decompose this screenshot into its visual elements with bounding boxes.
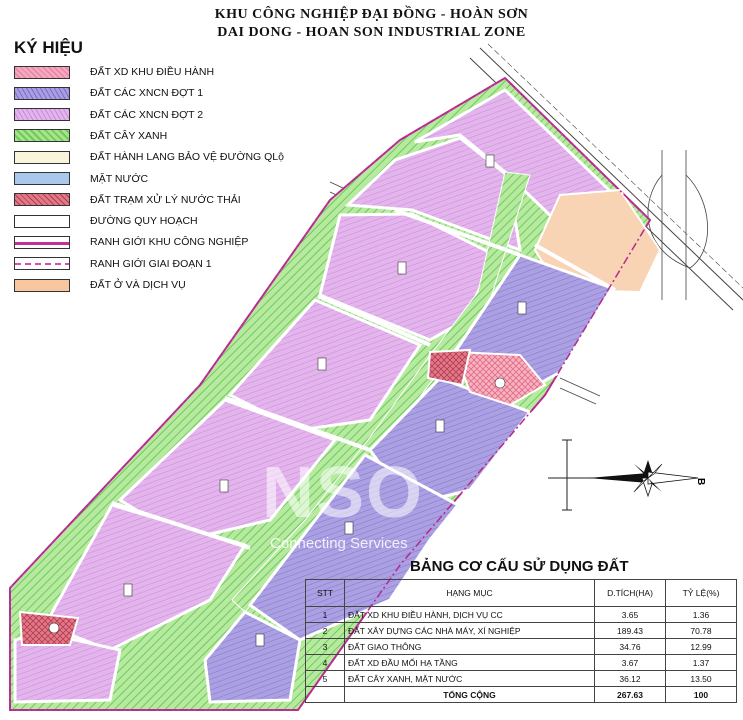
compass-north-label: B [695, 478, 706, 486]
legend-item-factories-phase2 [14, 107, 203, 123]
legend-item-wastewater [14, 192, 241, 208]
watermark: NSO [262, 453, 425, 533]
compass-scale [562, 440, 572, 510]
legend-swatch [14, 215, 70, 228]
legend-title: KÝ HIỆU [14, 38, 83, 57]
table-row [306, 655, 737, 671]
header-stt: STT [306, 580, 345, 607]
table-header-row [306, 580, 737, 607]
legend-label: ĐẤT CÂY XANH [90, 129, 168, 142]
land-use-table-title: BẢNG CƠ CẤU SỬ DỤNG ĐẤT [410, 558, 629, 575]
cell-area: 3.67 [595, 655, 666, 671]
legend-item-planned-road [14, 213, 198, 229]
legend-label: MẶT NƯỚC [90, 172, 149, 185]
cell-ratio: 1.37 [666, 655, 737, 671]
legend-label: ĐẤT CÁC XNCN ĐỢT 2 [90, 108, 204, 121]
map-title-vi: KHU CÔNG NGHIỆP ĐẠI ĐỒNG - HOÀN SƠN [214, 7, 529, 22]
table-row [306, 623, 737, 639]
cell-ratio: 12.99 [666, 639, 737, 655]
cell-item: ĐẤT GIAO THÔNG [345, 639, 595, 655]
cell-stt: 2 [306, 623, 345, 639]
table-total-row [306, 687, 737, 703]
cell-area: 34.76 [595, 639, 666, 655]
cell-item: ĐẤT XÂY DỰNG CÁC NHÀ MÁY, XÍ NGHIỆP [345, 623, 595, 639]
map-title-en: DAI DONG - HOAN SON INDUSTRIAL ZONE [217, 25, 526, 40]
cell-stt: 1 [306, 607, 345, 623]
legend-swatch [14, 87, 70, 100]
header-area: D.TÍCH(HA) [595, 580, 666, 607]
header-item: HẠNG MỤC [345, 580, 595, 607]
legend-swatch [14, 193, 70, 206]
legend-item-residential [14, 277, 186, 293]
legend-item-zone-boundary [14, 234, 248, 250]
cell-stt [306, 687, 345, 703]
legend-swatch [14, 151, 70, 164]
legend-label: ĐẤT Ở VÀ DỊCH VỤ [90, 279, 186, 291]
legend-label: RANH GIỚI GIAI ĐOẠN 1 [90, 257, 212, 270]
cell-area: 3.65 [595, 607, 666, 623]
compass-icon [548, 460, 706, 496]
cell-item: TỔNG CỘNG [345, 687, 595, 703]
cell-item: ĐẤT XD ĐẦU MỐI HẠ TẦNG [345, 655, 595, 671]
cell-area: 36.12 [595, 671, 666, 687]
legend-item-green [14, 128, 167, 144]
cell-area: 189.43 [595, 623, 666, 639]
cell-stt: 4 [306, 655, 345, 671]
legend-swatch [14, 108, 70, 121]
cell-ratio: 13.50 [666, 671, 737, 687]
cell-ratio: 70.78 [666, 623, 737, 639]
legend-item-water [14, 171, 148, 187]
table-row [306, 639, 737, 655]
legend-label: ĐẤT HÀNH LANG BẢO VỆ ĐƯỜNG QLộ [90, 151, 284, 164]
legend-label: ĐẤT TRẠM XỬ LÝ NƯỚC THẢI [90, 193, 241, 206]
legend-item-highway-corridor [14, 149, 284, 165]
land-use-table [305, 579, 737, 703]
cell-area: 267.63 [595, 687, 666, 703]
cell-stt: 5 [306, 671, 345, 687]
cell-ratio: 100 [666, 687, 737, 703]
watermark-subtitle: Connecting Services [270, 535, 408, 552]
legend-label: ĐẤT XD KHU ĐIỀU HÀNH [90, 66, 215, 78]
legend-label: ĐƯỜNG QUY HOẠCH [90, 215, 198, 228]
table-row [306, 607, 737, 623]
table-row [306, 671, 737, 687]
legend-item-phase1-boundary [14, 256, 212, 272]
legend-label: ĐẤT CÁC XNCN ĐỢT 1 [90, 87, 204, 100]
legend-item-admin [14, 64, 214, 80]
legend-swatch [14, 279, 70, 292]
cell-ratio: 1.36 [666, 607, 737, 623]
wastewater-plant-a [428, 350, 470, 385]
legend-swatch [14, 129, 70, 142]
cell-item: ĐẤT XD KHU ĐIỀU HÀNH, DỊCH VỤ CC [345, 607, 595, 623]
legend-swatch [14, 257, 70, 270]
cell-item: ĐẤT CÂY XANH, MẶT NƯỚC [345, 671, 595, 687]
cell-stt: 3 [306, 639, 345, 655]
table-body [306, 607, 737, 703]
header-ratio: TỶ LỆ(%) [666, 580, 737, 607]
legend-swatch [14, 66, 70, 79]
legend-item-factories-phase1 [14, 85, 203, 101]
legend-swatch [14, 172, 70, 185]
legend-label: RANH GIỚI KHU CÔNG NGHIỆP [90, 236, 249, 249]
legend-swatch [14, 236, 70, 249]
